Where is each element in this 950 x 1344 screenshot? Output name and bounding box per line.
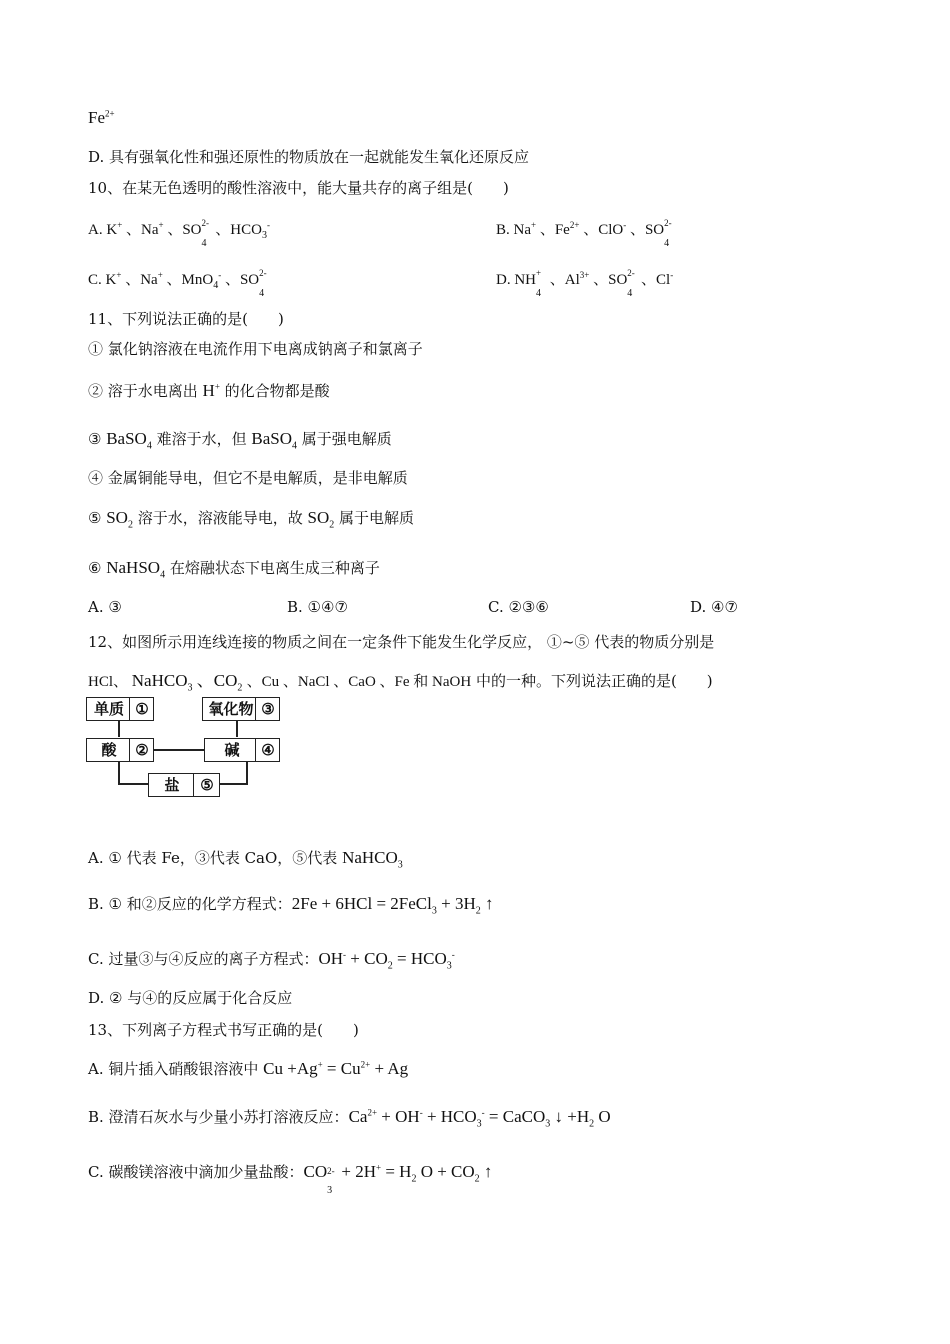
- q12-option-d: D. ② 与④的反应属于化合反应: [88, 989, 293, 1007]
- q11-statement-5: ⑤ $SO_2$ 溶于水，溶液能导电，故 $SO_2$ 属于电解质: [88, 508, 415, 531]
- connector-line: [154, 749, 204, 751]
- q12-stem-line2: HCl、 NaHCO$_3$ 、$CO_2$ 、Cu 、NaCl 、CaO 、Fe 和 NaOH 中的一种。下列说法正确的是( ): [88, 671, 713, 694]
- q10-option-b: B. Na+ 、$Fe^{2+}$ 、ClO- 、SO 2- 4: [496, 218, 672, 249]
- connector-line: [218, 783, 248, 785]
- q11-statement-6: ⑥ NaHSO$_4$ 在熔融状态下电离生成三种离子: [88, 558, 380, 581]
- q12-option-b: B. ① 和②反应的化学方程式：2Fe + 6HCl = 2FeCl$_3$ + $3H_2$ ↑: [88, 894, 494, 917]
- box-acid: 酸 ②: [86, 738, 154, 762]
- q10-option-a: A. K+ 、Na+ 、SO 2- 4 、$HCO_3^-$: [88, 218, 270, 249]
- q11-statement-4: ④ 金属铜能导电，但它不是电解质，是非电解质: [88, 469, 408, 487]
- connector-line: [246, 761, 248, 783]
- q11-statement-3: ③ BaSO$_4$ 难溶于水，但 BaSO$_4$ 属于强电解质: [88, 429, 392, 452]
- q10-option-c: C. K+ 、Na+ 、MnO$_4$- 、SO 2- 4: [88, 268, 267, 299]
- box-salt: 盐 ⑤: [148, 773, 220, 797]
- q11-stem: 11、下列说法正确的是( ): [88, 310, 284, 328]
- box-base: 碱 ④: [204, 738, 280, 762]
- q12-stem: 12、如图所示用连线连接的物质之间在一定条件下能发生化学反应， ①~⑤ 代表的物质分别是: [88, 633, 715, 651]
- q11-statement-2: ② 溶于水电离出 H+ 的化合物都是酸: [88, 381, 330, 400]
- connector-line: [236, 721, 238, 737]
- q11-option-c: C. ②③⑥: [488, 598, 549, 616]
- connector-line: [118, 721, 120, 737]
- q13-stem: 13、下列离子方程式书写正确的是( ): [88, 1021, 359, 1039]
- q10-stem: 10、在某无色透明的酸性溶液中，能大量共存的离子组是( ): [88, 179, 509, 197]
- header-fragment: $Fe^{2+}$: [88, 108, 115, 127]
- connector-line: [118, 761, 120, 783]
- q11-statement-1: ① 氯化钠溶液在电流作用下电离成钠离子和氯离子: [88, 340, 423, 358]
- q12-option-c: C. 过量③与④反应的离子方程式：$OH^- + CO_2 = HCO_3^-$: [88, 949, 455, 972]
- q13-option-b: B. 澄清石灰水与少量小苏打溶液反应：$Ca^{2+} + OH^- + HCO_3^-$ = CaCO$_3$ ↓ $+H_2$ O: [88, 1107, 611, 1130]
- box-oxide: 氧化物 ③: [202, 697, 280, 721]
- q13-option-c: C. 碳酸镁溶液中滴加少量盐酸：CO 2- 3 + $2H^+ = H_2$ $O + CO_2$ ↑: [88, 1162, 493, 1196]
- q11-option-d: D. ④⑦: [690, 598, 738, 616]
- connector-line: [118, 783, 148, 785]
- q11-option-a: A. ③: [88, 598, 122, 616]
- q12-option-a: A. ① 代表 Fe，③代表 CaO，⑤代表 NaHCO$_3$: [88, 848, 403, 871]
- q9-option-d: D. 具有强氧化性和强还原性的物质放在一起就能发生氧化还原反应: [88, 148, 530, 166]
- q11-option-b: B. ①④⑦: [287, 598, 348, 616]
- q13-option-a: A. 铜片插入硝酸银溶液中 $Cu +Ag^+ = Cu^{2+} + Ag$: [88, 1059, 409, 1078]
- q10-option-d: D. NH + 4 、$Al^{3+}$ 、SO 2- 4 、Cl-: [496, 268, 674, 299]
- reaction-diagram: [86, 697, 286, 801]
- box-element: 单质 ①: [86, 697, 154, 721]
